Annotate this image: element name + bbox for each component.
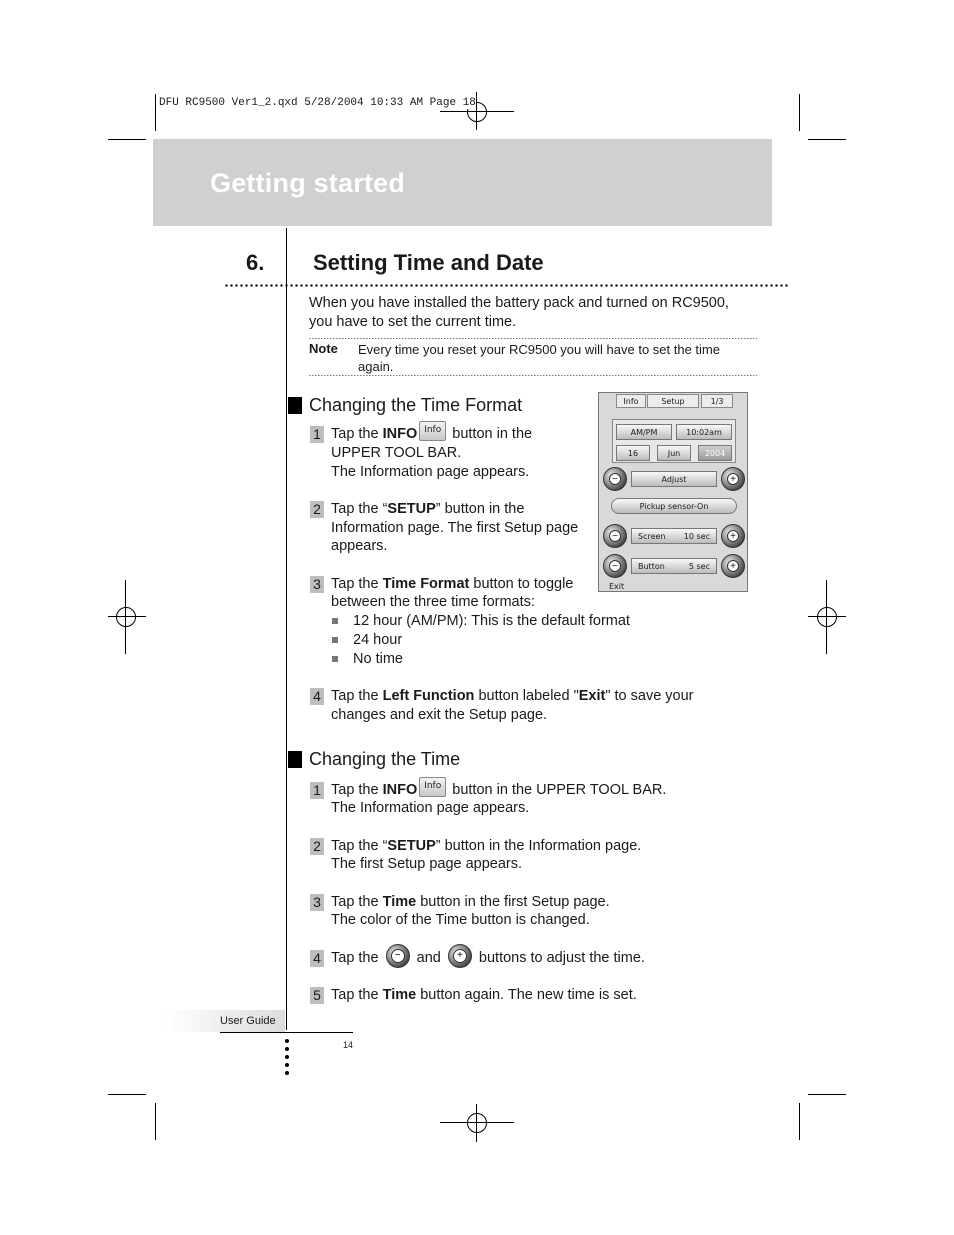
- device-plus-icon: +: [721, 524, 745, 548]
- bullet-icon: [332, 656, 338, 662]
- step-text: Tap the “SETUP” button in the: [331, 501, 525, 517]
- device-plus-icon: +: [721, 554, 745, 578]
- device-month-button: Jun: [657, 445, 691, 461]
- step-text: UPPER TOOL BAR.: [331, 445, 462, 461]
- step-text: The first Setup page appears.: [331, 856, 523, 872]
- registration-mark: [817, 607, 837, 627]
- step-text: The Information page appears.: [331, 800, 530, 816]
- registration-mark: [440, 1122, 514, 1123]
- note-divider: [309, 375, 757, 376]
- page-number: 14: [343, 1040, 354, 1050]
- step-text: The color of the Time button is changed.: [331, 912, 590, 928]
- remote-setup-screenshot: [598, 392, 748, 592]
- margin-rule: [286, 228, 287, 1030]
- step-number: 5: [310, 987, 324, 1004]
- device-plus-icon: +: [721, 467, 745, 491]
- device-minus-icon: −: [603, 554, 627, 578]
- device-pickup-sensor-button: Pickup sensor-On: [611, 498, 737, 514]
- step-text: The Information page appears.: [331, 464, 530, 480]
- step-number: 4: [310, 950, 324, 967]
- bullet-item: 12 hour (AM/PM): This is the default format: [353, 613, 630, 629]
- intro-line-1: When you have installed the battery pack and turned on RC9500,: [309, 295, 729, 311]
- registration-mark: [116, 607, 136, 627]
- section-number: 6.: [246, 250, 265, 275]
- crop-mark: [799, 94, 800, 131]
- footer-label: User Guide: [220, 1015, 276, 1027]
- registration-mark: [808, 616, 846, 617]
- step-number: 2: [310, 838, 324, 855]
- step-text: Tap the Left Function button labeled "Exit" to save your: [331, 688, 694, 704]
- step-number: 3: [310, 894, 324, 911]
- footer-dot: [285, 1071, 289, 1075]
- step-text: Information page. The first Setup page: [331, 520, 579, 536]
- step-text: Tap the “SETUP” button in the Information page.: [331, 838, 642, 854]
- info-icon: Info: [419, 777, 446, 797]
- device-year-button: 2004: [698, 445, 732, 461]
- registration-mark: [467, 1113, 487, 1133]
- step-text: Tap the INFO Info button in the: [331, 425, 532, 444]
- footer-dot: [285, 1055, 289, 1059]
- footer-rule: [220, 1032, 353, 1033]
- step-number: 3: [310, 576, 324, 593]
- subsection-title-time: Changing the Time: [309, 749, 461, 769]
- registration-mark: [125, 580, 126, 654]
- crop-mark: [155, 1103, 156, 1140]
- device-ampm-button: AM/PM: [616, 424, 672, 440]
- device-exit-label: Exit: [609, 582, 625, 591]
- device-minus-icon: −: [603, 524, 627, 548]
- step-text: between the three time formats:: [331, 594, 535, 610]
- dotted-separator: [224, 284, 788, 287]
- footer-dot: [285, 1039, 289, 1043]
- plus-icon: +: [448, 944, 472, 968]
- crop-mark: [108, 139, 146, 140]
- footer-dot: [285, 1063, 289, 1067]
- section-title: Setting Time and Date: [313, 250, 544, 275]
- device-screen-button: Screen 10 sec: [631, 528, 717, 544]
- footer-dot: [285, 1047, 289, 1051]
- crop-mark: [808, 1094, 846, 1095]
- bullet-icon: [332, 637, 338, 643]
- step-number: 1: [310, 426, 324, 443]
- registration-mark: [476, 92, 477, 130]
- crop-mark: [108, 1094, 146, 1095]
- crop-mark: [155, 94, 156, 131]
- subsection-marker: [288, 751, 302, 768]
- step-text: Tap the Time button again. The new time is set.: [331, 987, 637, 1003]
- step-number: 1: [310, 782, 324, 799]
- subsection-title-format: Changing the Time Format: [309, 395, 523, 415]
- device-button-timeout-button: Button 5 sec: [631, 558, 717, 574]
- registration-mark: [440, 111, 514, 112]
- device-tab-info: Info: [616, 394, 646, 408]
- device-tab-setup: Setup: [647, 394, 699, 408]
- intro-line-2: you have to set the current time.: [309, 314, 517, 330]
- step-text: Tap the Time Format button to toggle: [331, 576, 574, 592]
- minus-icon: −: [386, 944, 410, 968]
- registration-mark: [826, 580, 827, 654]
- step-text: appears.: [331, 538, 388, 554]
- device-minus-icon: −: [603, 467, 627, 491]
- step-text: Tap the Time button in the first Setup page.: [331, 894, 610, 910]
- device-time-button: 10:02am: [676, 424, 732, 440]
- step-number: 2: [310, 501, 324, 518]
- print-slug: DFU RC9500 Ver1_2.qxd 5/28/2004 10:33 AM Page 18: [159, 97, 476, 109]
- bullet-item: No time: [353, 651, 403, 667]
- device-day-button: 16: [616, 445, 650, 461]
- bullet-item: 24 hour: [353, 632, 403, 648]
- device-tab-page: 1/3: [701, 394, 733, 408]
- page-title: Getting started: [210, 168, 406, 198]
- bullet-icon: [332, 618, 338, 624]
- step-number: 4: [310, 688, 324, 705]
- registration-mark: [108, 616, 146, 617]
- subsection-marker: [288, 397, 302, 414]
- crop-mark: [808, 139, 846, 140]
- note-divider: [309, 338, 757, 339]
- step-text: changes and exit the Setup page.: [331, 707, 548, 723]
- registration-mark: [476, 1104, 477, 1142]
- note-line-2: again.: [358, 359, 394, 374]
- step-text: Tap the − and + buttons to adjust the time.: [331, 949, 645, 968]
- device-adjust-button: Adjust: [631, 471, 717, 487]
- step-text: Tap the INFO Info button in the UPPER TOOL BAR.: [331, 781, 666, 800]
- note-label: Note: [309, 341, 338, 356]
- crop-mark: [799, 1103, 800, 1140]
- note-line-1: Every time you reset your RC9500 you will have to set the time: [358, 342, 720, 357]
- info-icon: Info: [419, 421, 446, 441]
